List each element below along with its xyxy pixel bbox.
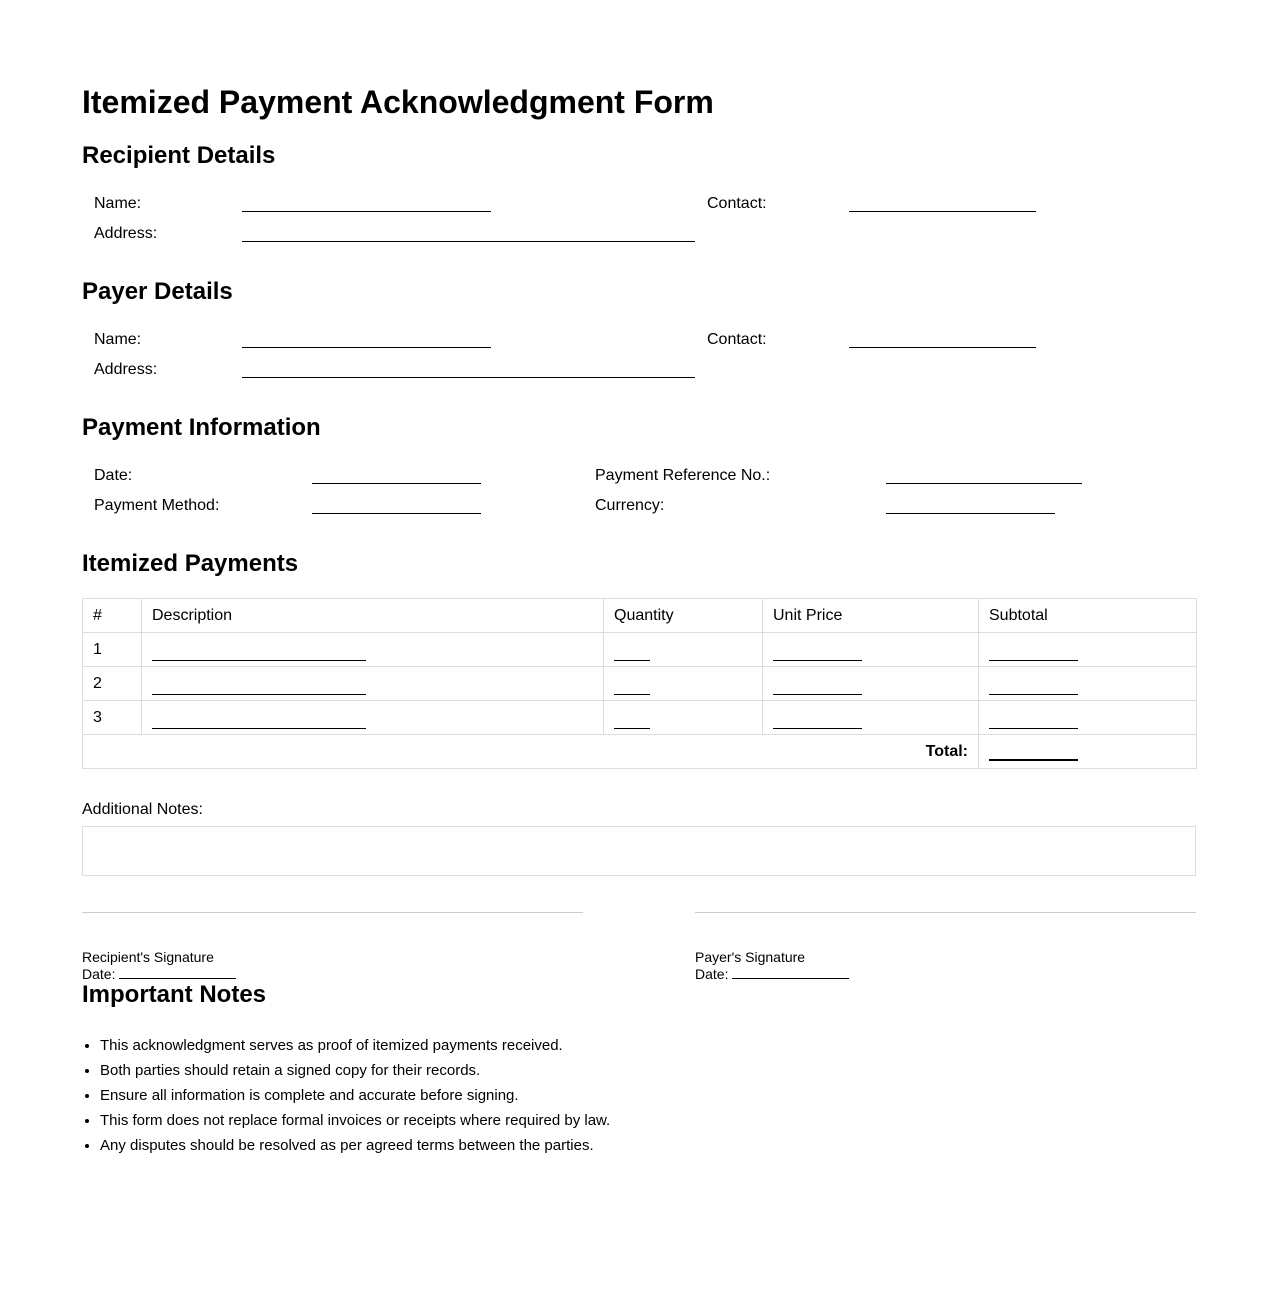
payer-signature-label: Payer's Signature (695, 949, 806, 965)
additional-notes-label: Additional Notes: (82, 801, 203, 818)
subtotal-field[interactable] (989, 646, 1078, 661)
payment-date-label: Date: (94, 467, 133, 484)
table-header-row (83, 599, 1197, 633)
list-item: • Ensure all information is complete and accurate before signing. (100, 1083, 610, 1108)
payer-contact-field[interactable] (849, 347, 1036, 348)
recipient-date-field[interactable] (119, 965, 236, 979)
recipient-signature-label: Recipient's Signature (82, 949, 214, 965)
unit-price-field[interactable] (773, 714, 862, 729)
itemized-payments-heading: Itemized Payments (82, 550, 299, 577)
unit-price-field[interactable] (773, 680, 862, 695)
quantity-field[interactable] (614, 714, 650, 729)
currency-label: Currency: (595, 497, 665, 514)
recipient-address-label: Address: (94, 225, 158, 242)
payer-contact-label: Contact: (707, 331, 767, 348)
column-header-subtotal: Subtotal (979, 599, 1197, 633)
recipient-date-label: Date: (82, 966, 116, 982)
column-header-number: # (83, 599, 142, 633)
payer-date (695, 965, 849, 982)
payer-date-field[interactable] (732, 965, 849, 979)
payer-name-label: Name: (94, 331, 142, 348)
description-field[interactable] (152, 714, 366, 729)
page-title: Itemized Payment Acknowledgment Form (82, 84, 714, 120)
currency-field[interactable] (886, 513, 1055, 514)
important-notes-heading: Important Notes (82, 981, 267, 1008)
list-item: • This acknowledgment serves as proof of itemized payments received. (100, 1033, 610, 1058)
table-row (83, 667, 1197, 701)
total-label: Total: (83, 735, 979, 769)
payer-signature-line[interactable] (695, 912, 1196, 913)
description-field[interactable] (152, 646, 366, 661)
additional-notes-field[interactable] (82, 826, 1196, 876)
payment-method-field[interactable] (312, 513, 481, 514)
recipient-signature-line[interactable] (82, 912, 583, 913)
column-header-unit-price: Unit Price (763, 599, 979, 633)
itemized-payments-table (82, 598, 1197, 769)
table-total-row (83, 735, 1197, 769)
recipient-contact-label: Contact: (707, 195, 767, 212)
payer-details-heading: Payer Details (82, 278, 233, 305)
description-field[interactable] (152, 680, 366, 695)
quantity-field[interactable] (614, 646, 650, 661)
payment-information-heading: Payment Information (82, 414, 321, 441)
total-field[interactable] (989, 745, 1078, 761)
unit-price-field[interactable] (773, 646, 862, 661)
subtotal-field[interactable] (989, 680, 1078, 695)
recipient-name-label: Name: (94, 195, 142, 212)
payer-address-field[interactable] (242, 377, 695, 378)
subtotal-field[interactable] (989, 714, 1078, 729)
table-row (83, 633, 1197, 667)
payment-reference-field[interactable] (886, 483, 1082, 484)
payment-method-label: Payment Method: (94, 497, 220, 514)
column-header-quantity: Quantity (604, 599, 763, 633)
recipient-address-field[interactable] (242, 241, 695, 242)
column-header-description: Description (142, 599, 604, 633)
list-item: • Any disputes should be resolved as per agreed terms between the parties. (100, 1133, 610, 1158)
list-item: • Both parties should retain a signed copy for their records. (100, 1058, 610, 1083)
row-number: 1 (83, 633, 142, 667)
payer-name-field[interactable] (242, 347, 491, 348)
payer-date-label: Date: (695, 966, 729, 982)
list-item: • This form does not replace formal invoices or receipts where required by law. (100, 1108, 610, 1133)
recipient-contact-field[interactable] (849, 211, 1036, 212)
important-notes-list (82, 1033, 610, 1158)
row-number: 3 (83, 701, 142, 735)
recipient-name-field[interactable] (242, 211, 491, 212)
row-number: 2 (83, 667, 142, 701)
recipient-details-heading: Recipient Details (82, 142, 276, 169)
quantity-field[interactable] (614, 680, 650, 695)
payment-reference-label: Payment Reference No.: (595, 467, 771, 484)
payment-date-field[interactable] (312, 483, 481, 484)
payer-address-label: Address: (94, 361, 158, 378)
table-row (83, 701, 1197, 735)
